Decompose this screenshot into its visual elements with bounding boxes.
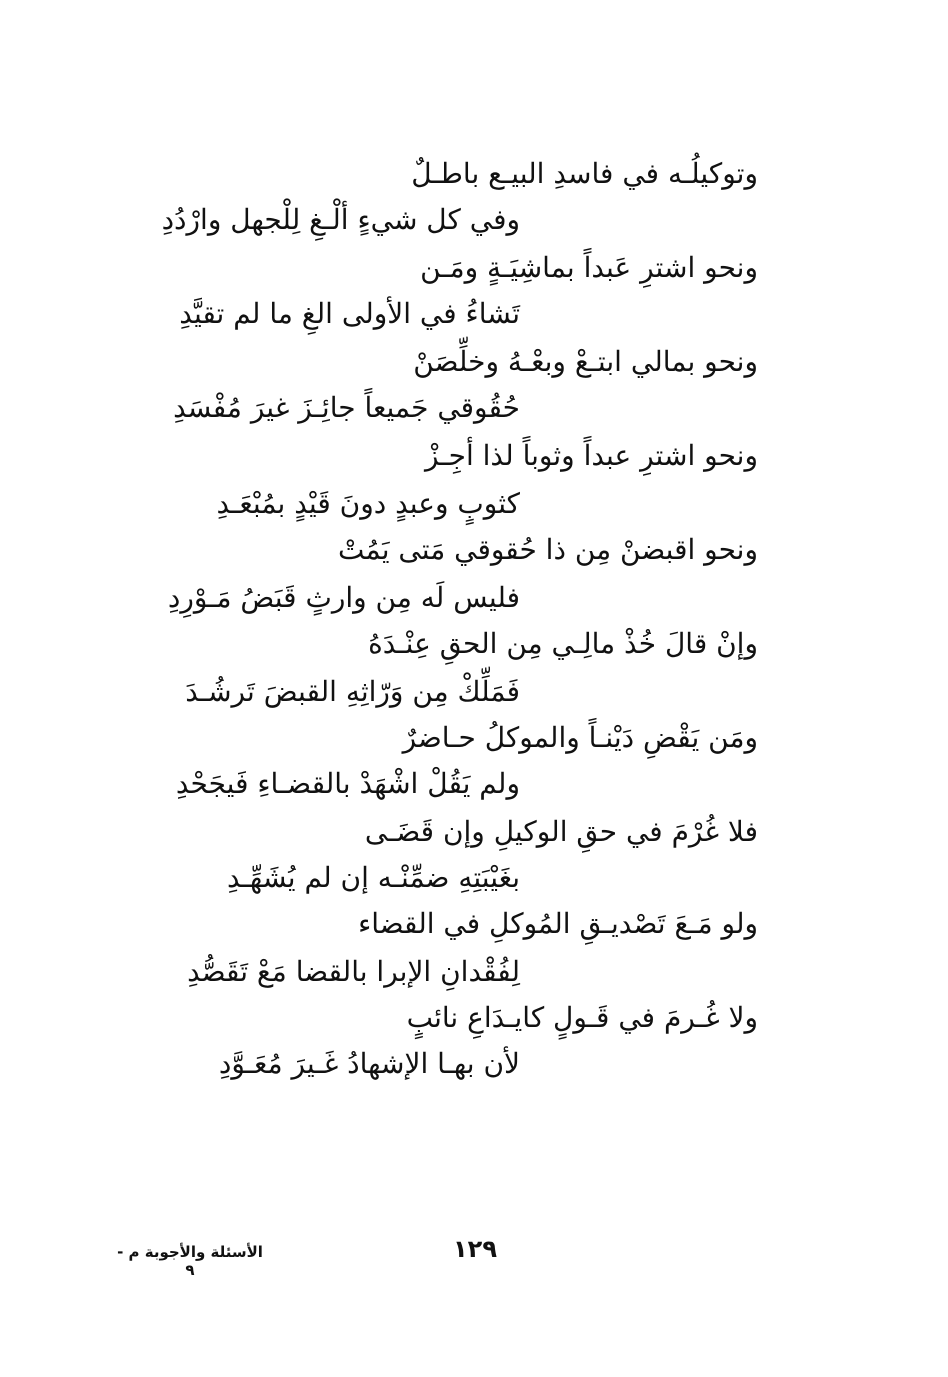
- verse-line-13: ومَن يَقْضِ دَيْنـاً والموكلُ حـاضرٌ: [402, 721, 758, 754]
- page-number: ١٢٩: [453, 1235, 497, 1263]
- verse-line-9: ونحو اقبضنْ مِن ذا حُقوقي مَتى يَمُتْ: [338, 533, 758, 566]
- running-footer-title: الأسئلة والأجوبة م - ٩: [117, 1243, 263, 1279]
- verse-line-17: ولو مَـعَ تَصْديـقِ المُوكلِ في القضاء: [358, 907, 758, 940]
- verse-line-1: وتوكيلُـه في فاسدِ البيـع باطـلٌ: [411, 157, 758, 190]
- verse-line-16: بغَيْبَتِهِ ضمِّنْـه إن لم يُشَهِّـدِ: [227, 861, 520, 894]
- verse-line-14: ولم يَقُلْ اشْهَدْ بالقضـاءِ فَيجَحْدِ: [175, 767, 520, 800]
- verse-line-2: وفي كل شيءٍ ألْـغِ لِلْجهل وارْدُدِ: [161, 203, 520, 236]
- verse-line-7: ونحو اشترِ عبداً وثوباً لذا أجِـزْ: [425, 439, 758, 472]
- verse-line-8: كثوبٍ وعبدٍ دونَ قَيْدٍ بمُبْعَـدِ: [216, 487, 520, 520]
- verse-line-20: لأن بهـا الإشهادُ غَـيرَ مُعَـوَّدِ: [218, 1047, 520, 1080]
- verse-line-3: ونحو اشترِ عَبداً بماشِيَـةٍ ومَـن: [420, 251, 758, 284]
- verse-line-15: فلا غُرْمَ في حقِ الوكيلِ وإن قَضَـى: [364, 815, 758, 848]
- verse-line-12: فَمَلِّكْ مِن وَرّاثِهِ القبضَ تَرشُـدَ: [185, 675, 520, 708]
- verse-line-11: وإنْ قالَ خُذْ مالِـي مِن الحقِ عِنْـدَهُ: [368, 627, 758, 660]
- verse-line-18: لِفُقْدانِ الإبرا بالقضا مَعْ تَقَصُّدِ: [187, 955, 520, 988]
- verse-line-6: حُقُوقي جَميعاً جائِـزَ غيرَ مُفْسَدِ: [173, 391, 520, 424]
- verse-line-19: ولا غُـرمَ في قَـولٍ كايـدَاعِ نائبٍ: [406, 1001, 758, 1034]
- verse-line-4: تَشاءُ في الأولى الغِ ما لم تقيَّدِ: [179, 297, 520, 330]
- verse-line-10: فليس لَه مِن وارثٍ قَبَضُ مَـوْرِدِ: [167, 581, 520, 614]
- verse-line-5: ونحو بمالي ابتـعْ وبعْـهُ وخلِّصَنْ: [413, 345, 758, 378]
